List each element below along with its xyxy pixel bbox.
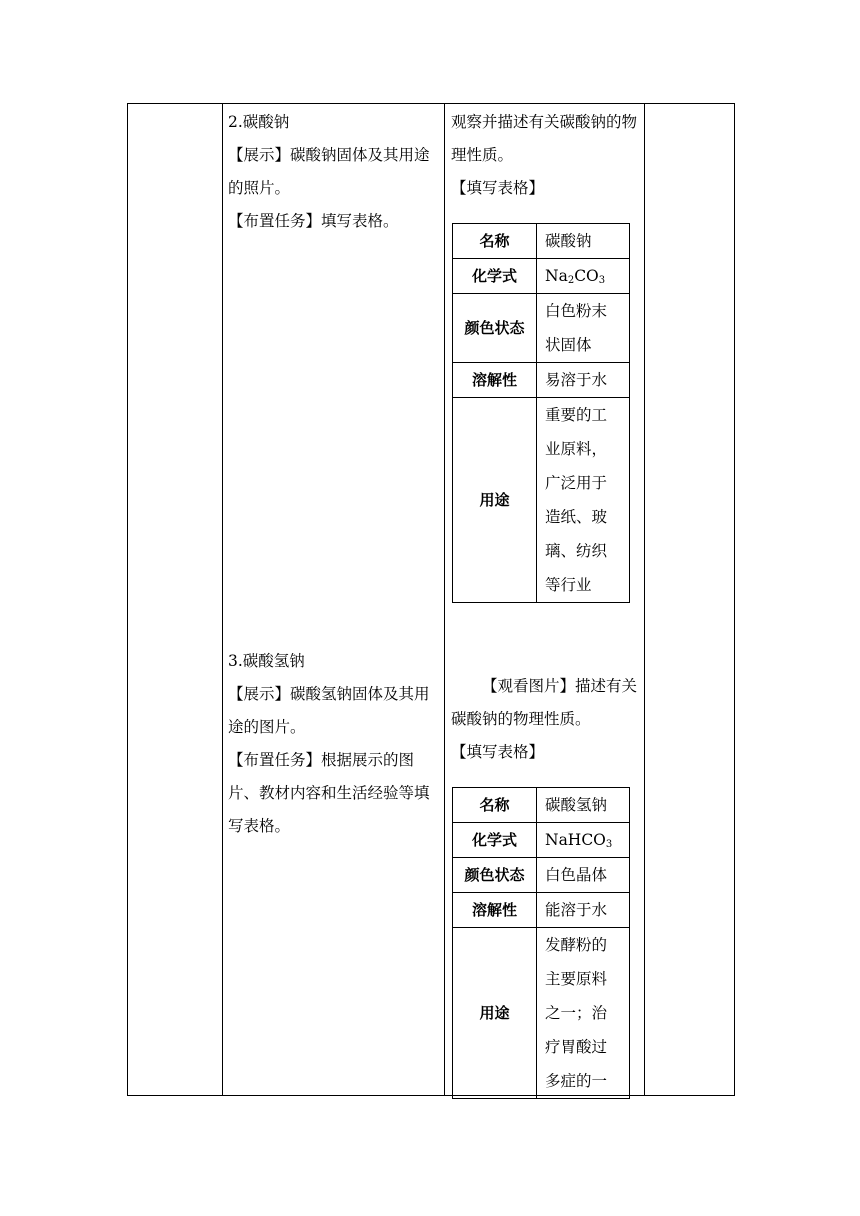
table-row: [453, 224, 630, 259]
section-3-observe: 【观看图片】描述有关碳酸钠的物理性质。: [451, 677, 638, 728]
row-label: 用途: [453, 398, 537, 603]
table-row: [453, 823, 630, 858]
table-row: [453, 858, 630, 893]
table-row: [453, 363, 630, 398]
section-2-fill: 【填写表格】: [451, 179, 545, 197]
section-2-observe: 观察并描述有关碳酸钠的物理性质。: [451, 113, 638, 164]
section-3-task: 【布置任务】根据展示的图片、教材内容和生活经验等填写表格。: [228, 751, 430, 835]
section-2-title: 2.碳酸钠: [228, 113, 290, 131]
sodium-bicarbonate-table: [452, 787, 630, 1099]
table-row: [453, 928, 630, 1099]
section-3-title: 3.碳酸氢钠: [228, 652, 305, 670]
row-label: 化学式: [453, 259, 537, 294]
student-activity-section-3: [451, 670, 641, 769]
row-label: 颜色状态: [453, 294, 537, 363]
section-2-task: 【布置任务】填写表格。: [228, 212, 399, 230]
column-divider: [644, 104, 645, 1095]
student-activity-section-2: [451, 106, 641, 205]
table-row: [453, 259, 630, 294]
row-value: 白色晶体: [537, 858, 630, 893]
row-label: 名称: [453, 788, 537, 823]
section-3-show: 【展示】碳酸氢钠固体及其用途的图片。: [228, 685, 430, 736]
row-value: 能溶于水: [537, 893, 630, 928]
lesson-plan-table: [127, 103, 735, 1096]
table-row: [453, 294, 630, 363]
chemical-formula: $Na_2CO_3$: [537, 259, 630, 294]
chemical-formula: NaHCO$_3$: [537, 823, 630, 858]
column-divider: [444, 104, 445, 1095]
table-row: [453, 398, 630, 603]
row-label: 用途: [453, 928, 537, 1099]
row-value: 白色粉末状固体: [537, 294, 630, 363]
section-2-show: 【展示】碳酸钠固体及其用途的照片。: [228, 146, 430, 197]
row-label: 溶解性: [453, 893, 537, 928]
row-label: 颜色状态: [453, 858, 537, 893]
row-label: 溶解性: [453, 363, 537, 398]
table-row: [453, 788, 630, 823]
row-label: 化学式: [453, 823, 537, 858]
section-3-fill: 【填写表格】: [451, 743, 545, 761]
row-value: 重要的工业原料，广泛用于造纸、玻璃、纺织等行业: [537, 398, 630, 603]
teacher-activity-section-3: [228, 645, 438, 843]
row-value: 碳酸氢钠: [537, 788, 630, 823]
row-value: 易溶于水: [537, 363, 630, 398]
row-value: 发酵粉的主要原料之一；治疗胃酸过多症的一: [537, 928, 630, 1099]
teacher-activity-section-2: [228, 106, 438, 238]
row-value: 碳酸钠: [537, 224, 630, 259]
column-divider: [222, 104, 223, 1095]
table-row: [453, 893, 630, 928]
row-label: 名称: [453, 224, 537, 259]
sodium-carbonate-table: [452, 223, 630, 603]
